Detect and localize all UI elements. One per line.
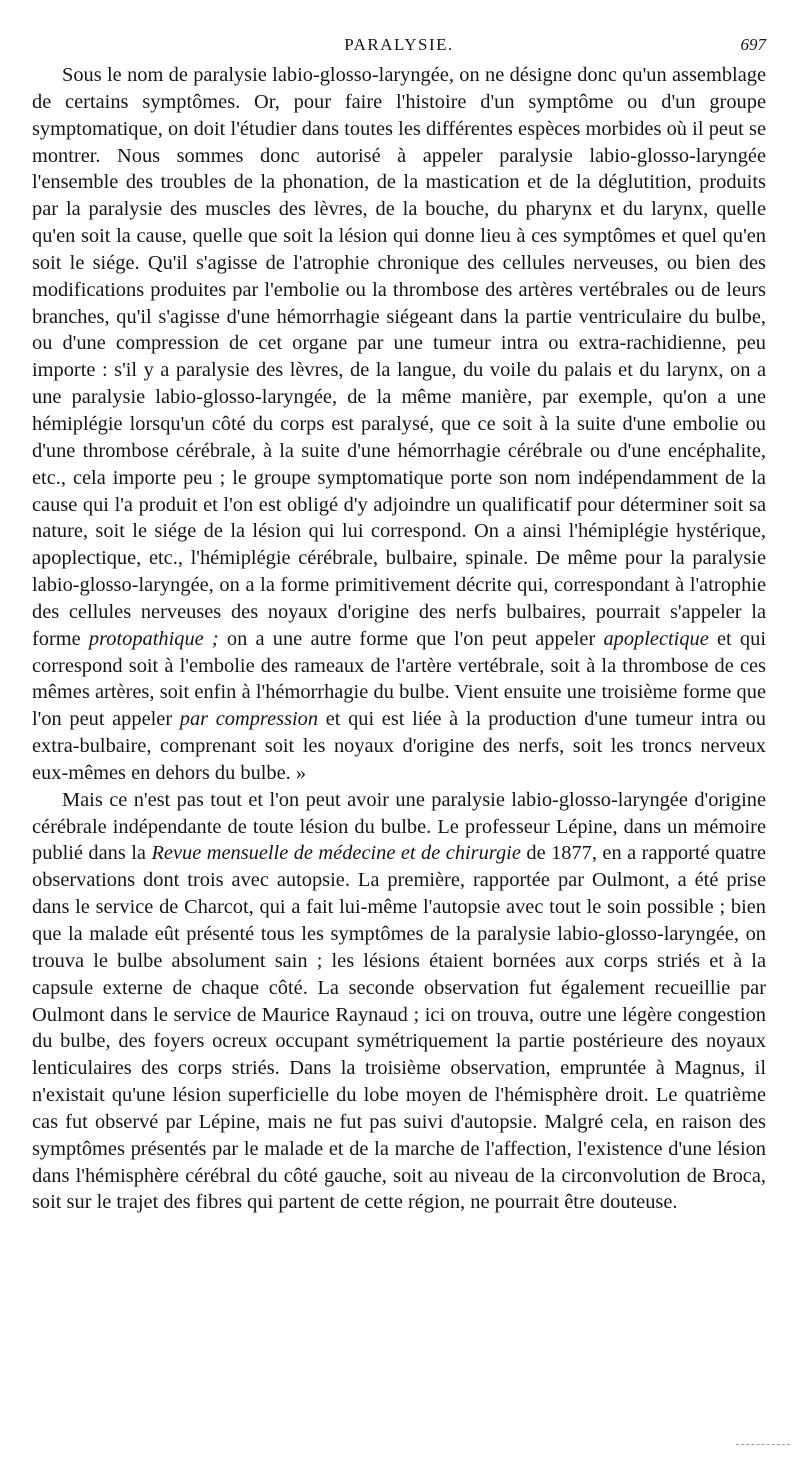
paragraph-1 (32, 62, 766, 787)
page-number: 697 (740, 35, 766, 54)
paragraph-1-text: et qui est liée à la production d'une tumeur intra ou extra-bulbaire, comprenant soit les noyaux d'origine des nerfs, soit les troncs nerveux eux-mêmes en dehors du bulbe. » (32, 708, 766, 784)
paragraph-2-text: de 1877, en a rapporté quatre observations dont trois avec autopsie. La première, rapportée par Oulmont, a été prise dans le service de Charcot, qui a fait lui-même l'autopsie avec tout le soin possible ; bien que la malade eût présenté tous les symptômes de la paralysie labio-glosso-laryngée, on trouva le bulbe absolument sain ; les lésions étaient bornées aux corps striés et à la capsule externe de chaque côté. La seconde observation fut également recueillie par Oulmont dans le service de Maurice Raynaud ; ici on trouva, outre une légère congestion du bulbe, des foyers ocreux occupant symétriquement la partie postérieure des noyaux lenticulaires des corps striés. Dans la troisième observation, empruntée à Magnus, il n'existait qu'une lésion superficielle du lobe moyen de l'hémisphère droit. Le quatrième cas fut observé par Lépine, mais ne fut pas suivi d'autopsie. Malgré cela, en raison des symptômes présentés par le malade et de la marche de l'affection, l'existence d'une lésion dans l'hémisphère cérébral du côté gauche, soit au niveau de la circonvolution de Broca, soit sur le trajet des fibres qui partent de cette région, ne pourrait être douteuse. (32, 842, 766, 1214)
text-body (32, 62, 766, 1216)
paragraph-2 (32, 787, 766, 1217)
page-edge-mark (736, 1444, 790, 1447)
running-title: PARALYSIE. (344, 35, 454, 54)
paragraph-1-text: et qui correspond soit à l'embolie des rameaux de l'artère vertébrale, soit à la thrombose de ces mêmes artères, soit enfin à l'hémorrhagie du bulbe. Vient ensuite une troisième forme que l'on peut appeler (32, 627, 766, 731)
paragraph-2-text: Mais ce n'est pas tout et l'on peut avoir une paralysie labio-glosso-laryngée d'origine cérébrale indépendante de toute lésion du bulbe. Le professeur Lépine, dans un mémoire publié dans la (32, 788, 766, 865)
paragraph-1-italic-term: protopathique ; (88, 627, 219, 650)
paragraph-1-text: Sous le nom de paralysie labio-glosso-laryngée, on ne désigne donc qu'un assemblage de certains symptômes. Or, pour faire l'histoire d'un symptôme ou d'un groupe symptomatique, on doit l'étudier dans toutes les différentes espèces morbides où il peut se montrer. Nous sommes donc autorisé à appeler paralysie labio-glosso-laryngée l'ensemble des troubles de la phonation, de la mastication et de la déglutition, produits par la paralysie des muscles des lèvres, de la bouche, du pharynx et du larynx, quelle qu'en soit la cause, quelle que soit la lésion qui donne lieu à ces symptômes et quel qu'en soit le siége. Qu'il s'agisse de l'atrophie chronique des cellules nerveuses, ou bien des modifications produites par l'embolie ou la thrombose des artères vertébrales ou de leurs branches, qu'il s'agisse d'une hémorrhagie siégeant dans la partie ventriculaire du bulbe, ou d'une compression de cet organe par une tumeur intra ou extra-rachidienne, peu importe : s'il y a paralysie des lèvres, de la langue, du voile du palais et du larynx, on a une paralysie labio-glosso-laryngée, de la même manière, par exemple, qu'on a une hémiplégie lorsqu'un côté du corps est paralysé, que ce soit à la suite d'une embolie ou d'une thrombose cérébrale, à la suite d'une hémorrhagie cérébrale ou d'une encéphalite, etc., cela importe peu ; le groupe symptomatique porte son nom indépendamment de la cause qui l'a produit et l'on est obligé d'y adjoindre un qualificatif pour déterminer soit sa nature, soit le siége de la lésion qui lui correspond. On a ainsi l'hémiplégie hystérique, apoplectique, etc., l'hémiplégie cérébrale, bulbaire, spinale. De même pour la paralysie labio-glosso-laryngée, on a la forme primitivement décrite qui, correspondant à l'atrophie des cellules nerveuses des noyaux d'origine des nerfs bulbaires, pourrait s'appeler la forme (32, 64, 766, 650)
journal-title: Revue mensuelle de médecine et de chirurgie (151, 842, 521, 865)
paragraph-1-italic-term: apoplectique (603, 627, 709, 650)
paragraph-1-italic-term: par compression (179, 708, 319, 731)
book-page (32, 0, 766, 1484)
paragraph-1-text: on a une autre forme que l'on peut appeler (218, 627, 604, 650)
running-head (32, 34, 766, 56)
